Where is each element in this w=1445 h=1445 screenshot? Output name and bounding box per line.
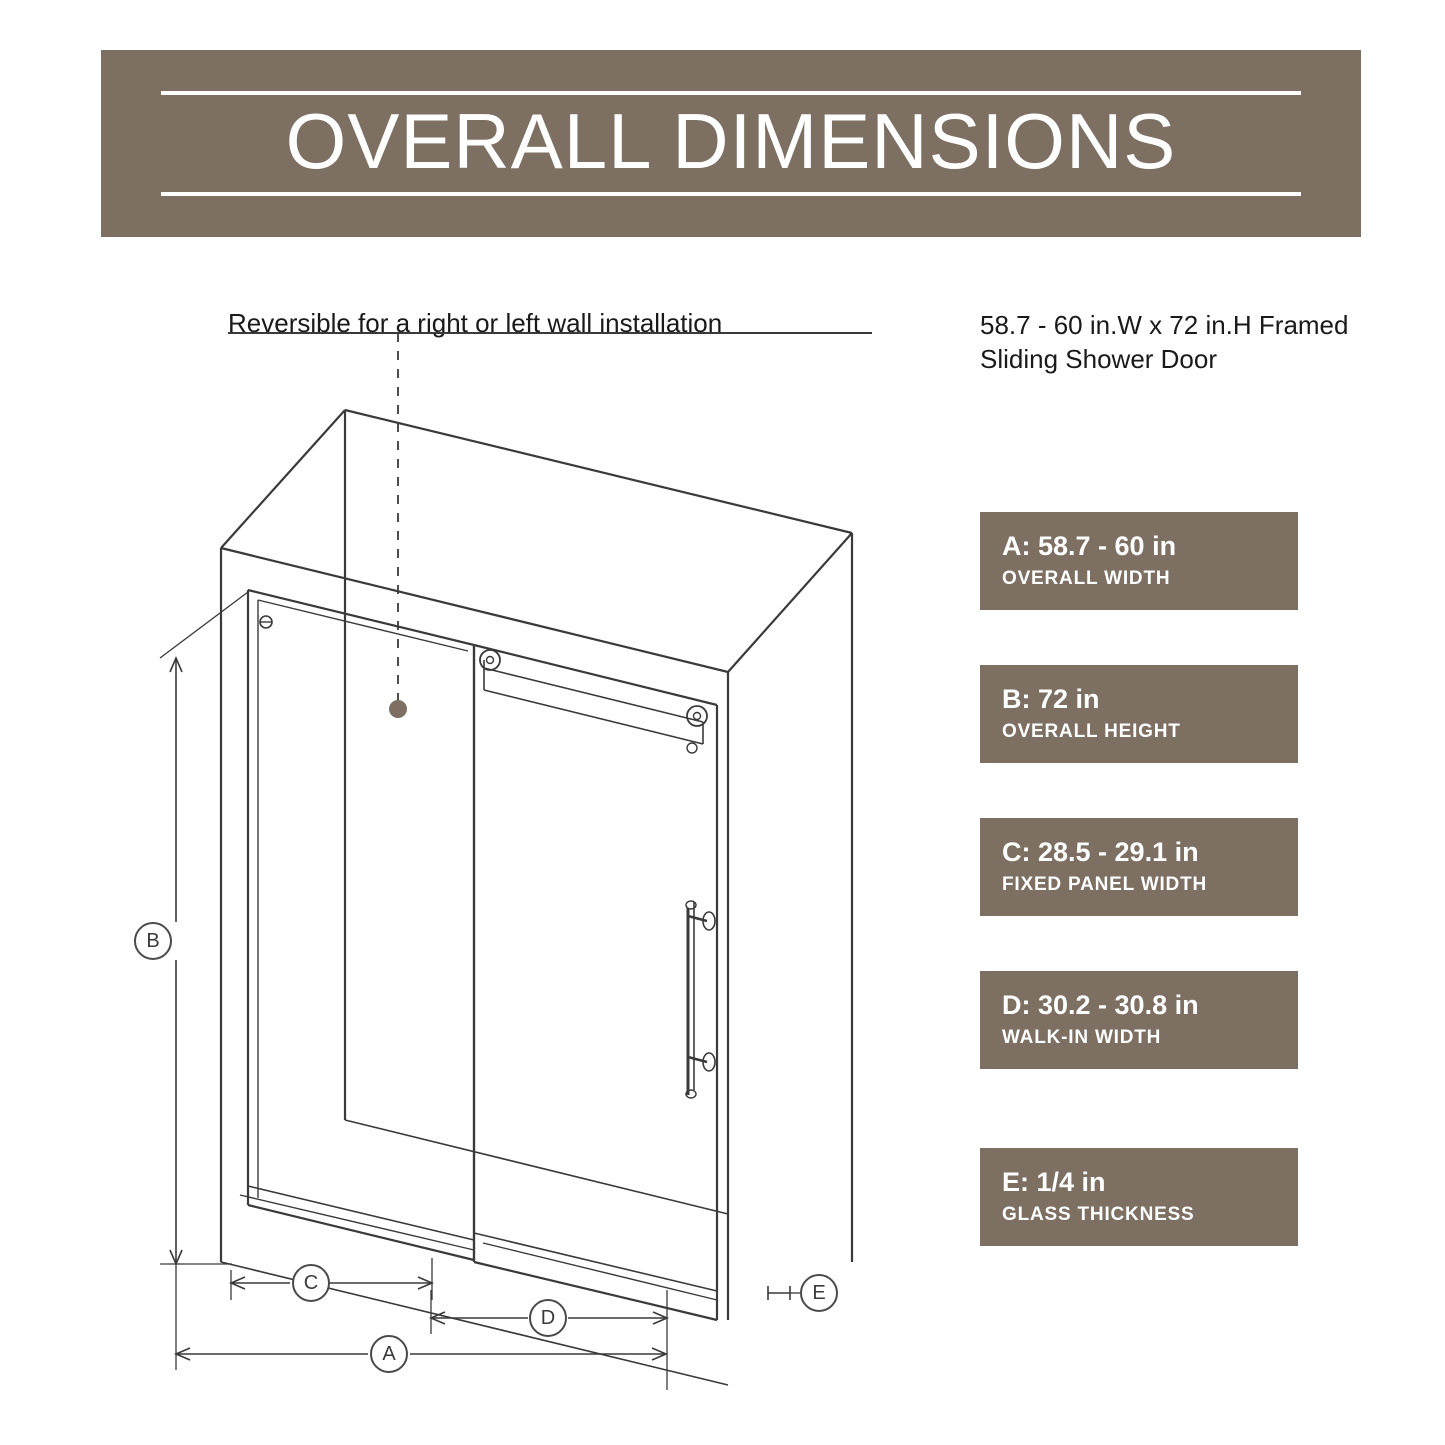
spec-e-label: GLASS THICKNESS bbox=[1002, 1204, 1195, 1226]
spec-a-label: OVERALL WIDTH bbox=[1002, 568, 1171, 590]
spec-e-value: E: 1/4 in bbox=[1002, 1167, 1106, 1197]
callout-b: B bbox=[134, 922, 172, 960]
roller-wheel-right-hub-icon bbox=[694, 713, 701, 720]
fixed-panel-top-edge bbox=[248, 590, 474, 645]
spec-b-label: OVERALL HEIGHT bbox=[1002, 721, 1181, 743]
roller-wheel-right-icon bbox=[687, 706, 707, 726]
callout-c: C bbox=[292, 1264, 330, 1302]
reversible-leader-dot-icon bbox=[389, 700, 407, 718]
wall-left-top-edge bbox=[221, 410, 345, 548]
product-title: 58.7 - 60 in.W x 72 in.H Framed Sliding Shower Door bbox=[980, 310, 1349, 375]
slider-rail-upper bbox=[484, 668, 703, 722]
spec-d-label: WALK-IN WIDTH bbox=[1002, 1027, 1162, 1049]
page-title: OVERALL DIMENSIONS bbox=[285, 96, 1177, 185]
spec-c-value: C: 28.5 - 29.1 in bbox=[1002, 837, 1199, 867]
spec-d-value: D: 30.2 - 30.8 in bbox=[1002, 990, 1199, 1020]
wall-right-top-edge bbox=[728, 533, 852, 672]
threshold-top-edge bbox=[474, 1233, 717, 1291]
dim-b-ext-top bbox=[160, 592, 248, 658]
callout-d: D bbox=[529, 1299, 567, 1337]
spec-a-value: A: 58.7 - 60 in bbox=[1002, 531, 1177, 561]
roller-wheel-left-hub-icon bbox=[487, 657, 494, 664]
fixed-threshold-mid-edge bbox=[240, 1195, 474, 1250]
roller-stop-icon bbox=[687, 743, 697, 753]
roller-wheel-left-icon bbox=[480, 650, 500, 670]
callout-a: A bbox=[370, 1335, 408, 1373]
spec-b-value: B: 72 in bbox=[1002, 684, 1100, 714]
slider-rail-lower bbox=[484, 690, 703, 744]
reversible-note: Reversible for a right or left wall installation bbox=[228, 308, 723, 338]
callout-e: E bbox=[800, 1274, 838, 1312]
floor-back-edge bbox=[345, 1120, 728, 1214]
spec-c-label: FIXED PANEL WIDTH bbox=[1002, 874, 1208, 896]
wall-back-top-edge bbox=[345, 410, 852, 533]
fixed-panel-inner-frame-top bbox=[258, 600, 468, 651]
